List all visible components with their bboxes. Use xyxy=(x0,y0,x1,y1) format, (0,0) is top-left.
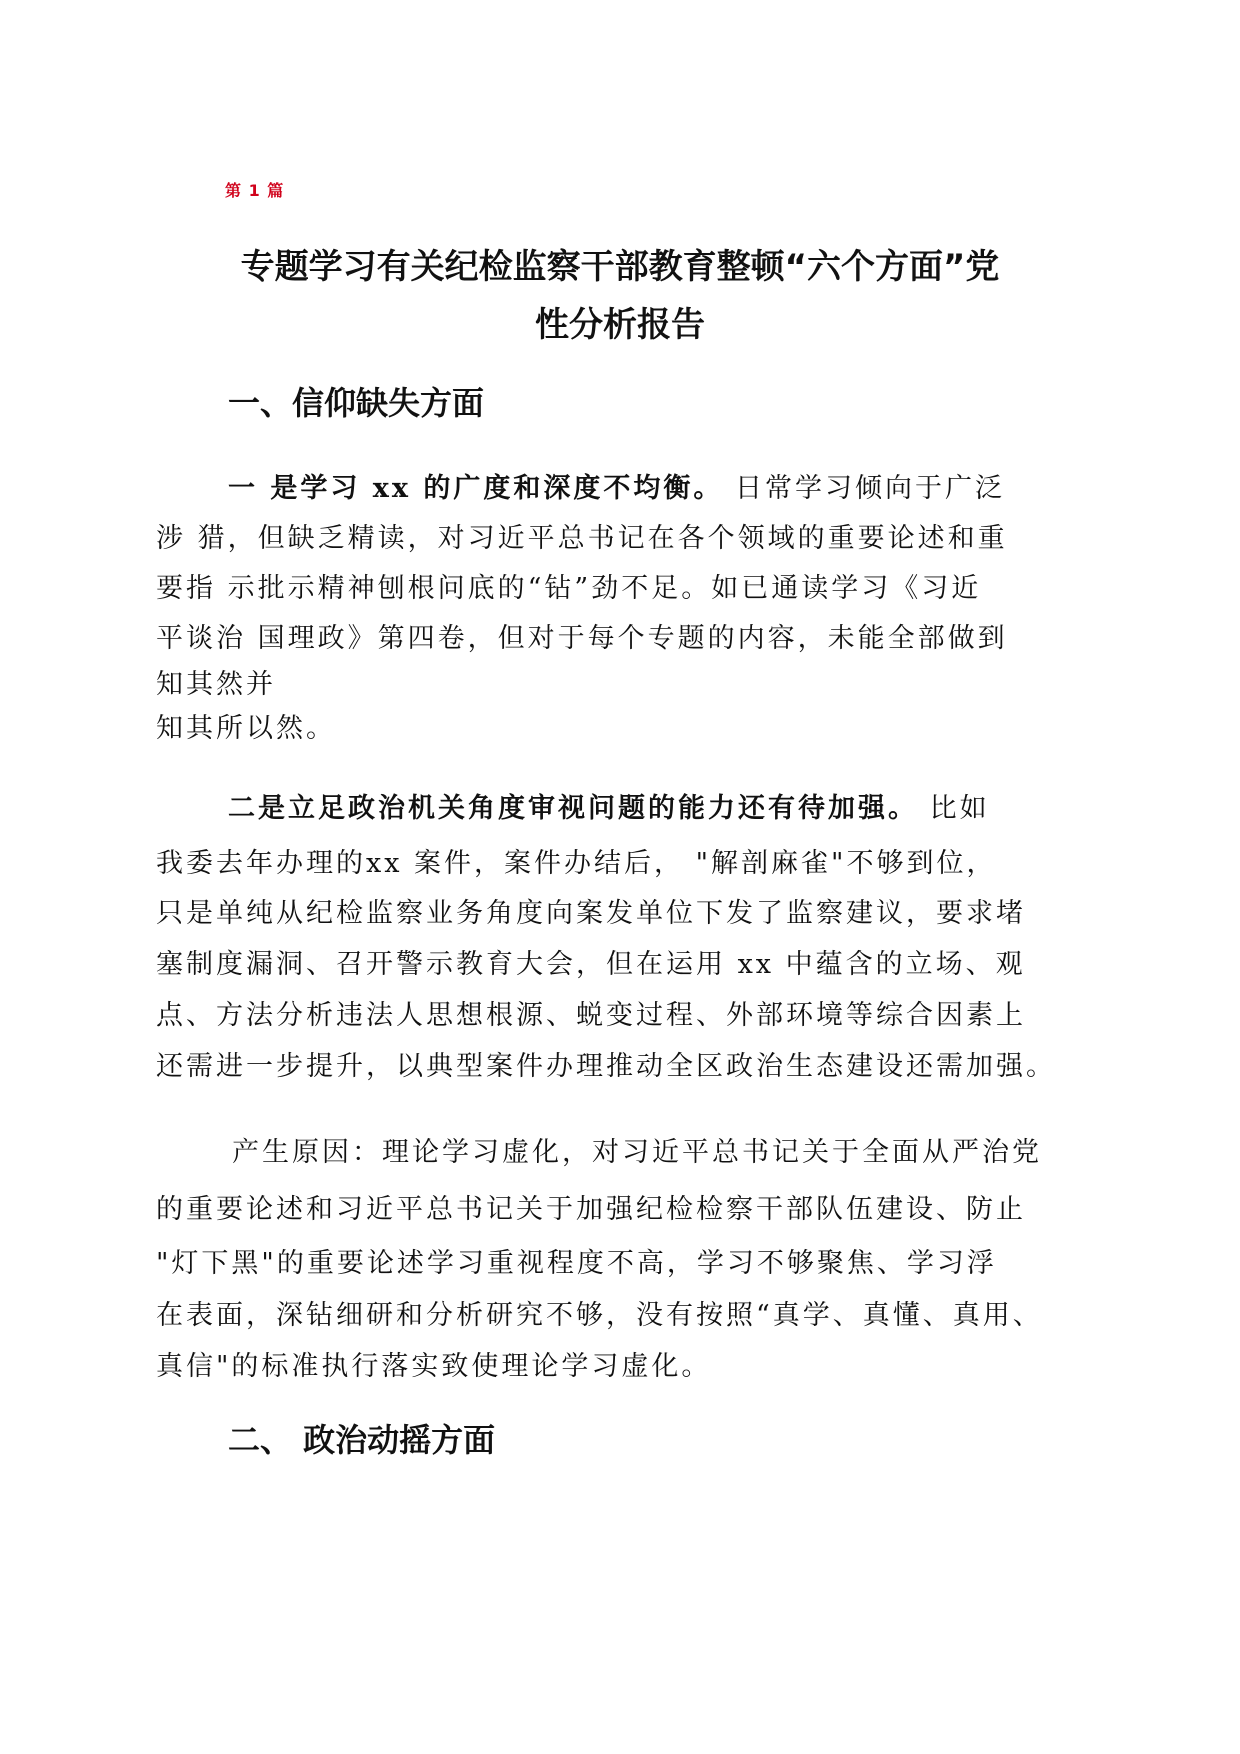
paragraph-3-line-2: 的重要论述和习近平总书记关于加强纪检检察干部队伍建设、防止 xyxy=(156,1194,1026,1225)
title-line-1: 专题学习有关纪检监察干部教育整顿“六个方面”党 xyxy=(240,247,1000,287)
paragraph-3-line-5: 真信"的标准执行落实致使理论学习虚化。 xyxy=(156,1351,712,1382)
paragraph-2-line-5: 点、方法分析违法人思想根源、蜕变过程、外部环境等综合因素上 xyxy=(156,1000,1026,1031)
paragraph-1-line-3: 要指 示批示精神刨根问底的“钻”劲不足。如已通读学习《习近 xyxy=(156,573,982,604)
paragraph-2-line-1: 比如 xyxy=(918,793,990,824)
paragraph-3-line-3: "灯下黑"的重要论述学习重视程度不高，学习不够聚焦、学习浮 xyxy=(156,1248,997,1279)
paragraph-1-line-1: 日常学习倾向于广泛 xyxy=(723,473,1005,504)
document-title xyxy=(150,238,1090,354)
paragraph-2-line-4: 塞制度漏洞、召开警示教育大会，但在运用 xx 中蕴含的立场、观 xyxy=(156,949,1026,980)
section-heading-1: 一、信仰缺失方面 xyxy=(228,384,485,422)
paragraph-2-lead: 二是立足政治机关角度审视问题的能力还有待加强。 xyxy=(228,793,918,824)
paragraph-1-line-6: 知其所以然。 xyxy=(156,713,336,744)
paragraph-2-line-3: 只是单纯从纪检监察业务角度向案发单位下发了监察建议，要求堵 xyxy=(156,898,1026,929)
paragraph-1-lead: 一 是学习 xx 的广度和深度不均衡。 xyxy=(228,473,724,504)
paragraph-3-line-1: 产生原因：理论学习虚化，对习近平总书记关于全面从严治党 xyxy=(232,1137,1042,1168)
paragraph-1-line-4: 平谈治 国理政》第四卷，但对于每个专题的内容，未能全部做到 xyxy=(156,623,1008,654)
paragraph-1-line-2: 涉 猎，但缺乏精读，对习近平总书记在各个领域的重要论述和重 xyxy=(156,523,1008,554)
section-heading-2: 二、 政治动摇方面 xyxy=(228,1421,496,1459)
paragraph-3-line-4: 在表面，深钻细研和分析研究不够，没有按照“真学、真懂、真用、 xyxy=(156,1300,1043,1331)
paragraph-2-line-6: 还需进一步提升，以典型案件办理推动全区政治生态建设还需加强。 xyxy=(156,1051,1056,1082)
paragraph-1-line-5: 知其然并 xyxy=(156,669,276,700)
title-line-2: 性分析报告 xyxy=(535,305,705,345)
article-number-label: 第 1 篇 xyxy=(225,181,285,200)
paragraph-2-line-2: 我委去年办理的xx 案件，案件办结后， "解剖麻雀"不够到位， xyxy=(156,848,997,879)
